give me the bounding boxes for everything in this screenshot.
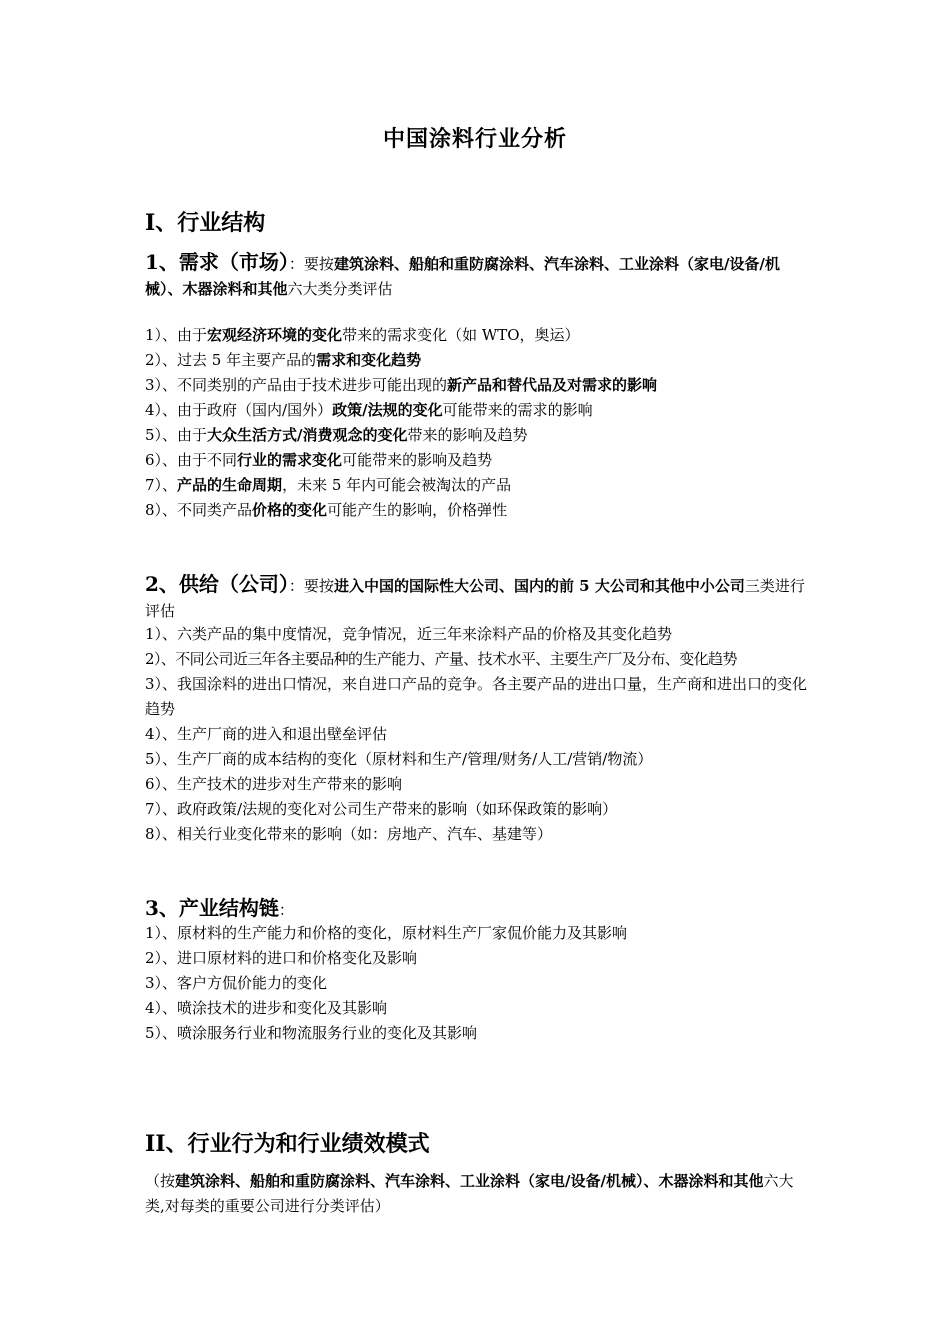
bold-text-run: 宏观经济环境的变化 xyxy=(207,326,343,344)
bold-text-run: 价格的变化 xyxy=(252,501,328,519)
supply-item: 1）、六类产品的集中度情况，竞争情况，近三年来涂料产品的价格及其变化趋势 xyxy=(145,625,673,643)
chain-item: 4）、喷涂技术的进步和变化及其影响 xyxy=(145,999,388,1017)
chain-item: 1）、原材料的生产能力和价格的变化，原材料生产厂家侃价能力及其影响 xyxy=(145,924,628,942)
text-run: 可能带来的需求的影响 xyxy=(442,401,593,419)
demand-item xyxy=(145,373,810,398)
demand-item xyxy=(145,448,810,473)
supply-item: 5）、生产厂商的成本结构的变化（原材料和生产/管理/财务/人工/营销/物流） xyxy=(145,750,653,768)
text-run: 5）、由于 xyxy=(145,426,208,444)
chain-list xyxy=(145,921,810,1046)
demand-paragraph xyxy=(145,250,810,302)
supply-item: 8）、相关行业变化带来的影响（如：房地产、汽车、基建等） xyxy=(145,825,553,843)
text-run: 可能产生的影响，价格弹性 xyxy=(327,501,508,519)
chain-colon: ： xyxy=(278,901,294,919)
supply-item: 3）、我国涂料的进出口情况，来自进口产品的竞争。各主要产品的进出口量，生产商和进出口的变化趋势 xyxy=(145,675,808,718)
chain-item: 2）、进口原材料的进口和价格变化及影响 xyxy=(145,949,418,967)
bold-text-run: 建筑涂料、船舶和重防腐涂料、汽车涂料、工业涂料（家电/设备/机械）、木器涂料和其他 xyxy=(175,1172,764,1190)
text-run: ：要按 xyxy=(288,255,334,273)
text-run: 带来的影响及趋势 xyxy=(407,426,528,444)
bold-text-run: 行业的需求变化 xyxy=(237,451,343,469)
text-run: （按 xyxy=(145,1172,176,1190)
document-title: 中国涂料行业分析 xyxy=(382,126,567,152)
text-run: 7）、 xyxy=(145,476,178,494)
section-2-heading: II、行业行为和行业绩效模式 xyxy=(145,1131,430,1157)
demand-item xyxy=(145,348,810,373)
text-run: 1）、由于 xyxy=(145,326,208,344)
bold-text-run: 新产品和替代品及对需求的影响 xyxy=(447,376,658,394)
chain-item: 5）、喷涂服务行业和物流服务行业的变化及其影响 xyxy=(145,1024,478,1042)
demand-item xyxy=(145,323,810,348)
demand-list xyxy=(145,323,810,523)
bold-text-run: 产品的生命周期 xyxy=(177,476,283,494)
demand-item xyxy=(145,473,810,498)
bold-text-run: 大众生活方式/消费观念的变化 xyxy=(207,426,408,444)
chain-item: 3）、客户方侃价能力的变化 xyxy=(145,974,328,992)
supply-paragraph xyxy=(145,572,810,624)
text-run: ，未来 5 年内可能会被淘汰的产品 xyxy=(282,476,512,494)
text-run: 可能带来的影响及趋势 xyxy=(342,451,493,469)
demand-heading: 1、需求（市场） xyxy=(145,250,289,274)
supply-item: 6）、生产技术的进步对生产带来的影响 xyxy=(145,775,403,793)
supply-item: 7）、政府政策/法规的变化对公司生产带来的影响（如环保政策的影响） xyxy=(145,800,618,818)
text-run: 带来的需求变化（如 WTO，奥运） xyxy=(342,326,580,344)
chain-heading: 3、产业结构链 xyxy=(145,896,279,920)
demand-item xyxy=(145,498,810,523)
demand-item xyxy=(145,398,810,423)
demand-item xyxy=(145,423,810,448)
chain-paragraph xyxy=(145,896,810,923)
bold-text-run: 进入中国的国际性大公司、国内的前 5 大公司和其他中小公司 xyxy=(333,577,745,595)
text-run: 6）、由于不同 xyxy=(145,451,238,469)
text-run: 8）、不同类产品 xyxy=(145,501,253,519)
text-run: 3）、不同类别的产品由于技术进步可能出现的 xyxy=(145,376,448,394)
text-run: 六大类,对每类的重要公司进行分类评估） xyxy=(145,1172,794,1215)
supply-item: 2）、不同公司近三年各主要品种的生产能力、产量、技术水平、主要生产厂及分布、变化趋势 xyxy=(145,650,737,668)
text-run: 三类进行评估 xyxy=(145,577,805,620)
section-2-intro xyxy=(145,1169,810,1219)
text-run: 4）、由于政府（国内/国外） xyxy=(145,401,333,419)
section-1-heading: I、行业结构 xyxy=(145,210,266,236)
supply-heading: 2、供给（公司） xyxy=(145,572,289,596)
bold-text-run: 需求和变化趋势 xyxy=(316,351,422,369)
supply-list xyxy=(145,622,810,847)
bold-text-run: 建筑涂料、船舶和重防腐涂料、汽车涂料、工业涂料（家电/设备/机械）、木器涂料和其他 xyxy=(145,255,780,298)
text-run: ：要按 xyxy=(288,577,334,595)
text-run: 2）、过去 5 年主要产品的 xyxy=(145,351,317,369)
bold-text-run: 政策/法规的变化 xyxy=(332,401,443,419)
text-run: 六大类分类评估 xyxy=(287,280,393,298)
supply-item: 4）、生产厂商的进入和退出壁垒评估 xyxy=(145,725,388,743)
